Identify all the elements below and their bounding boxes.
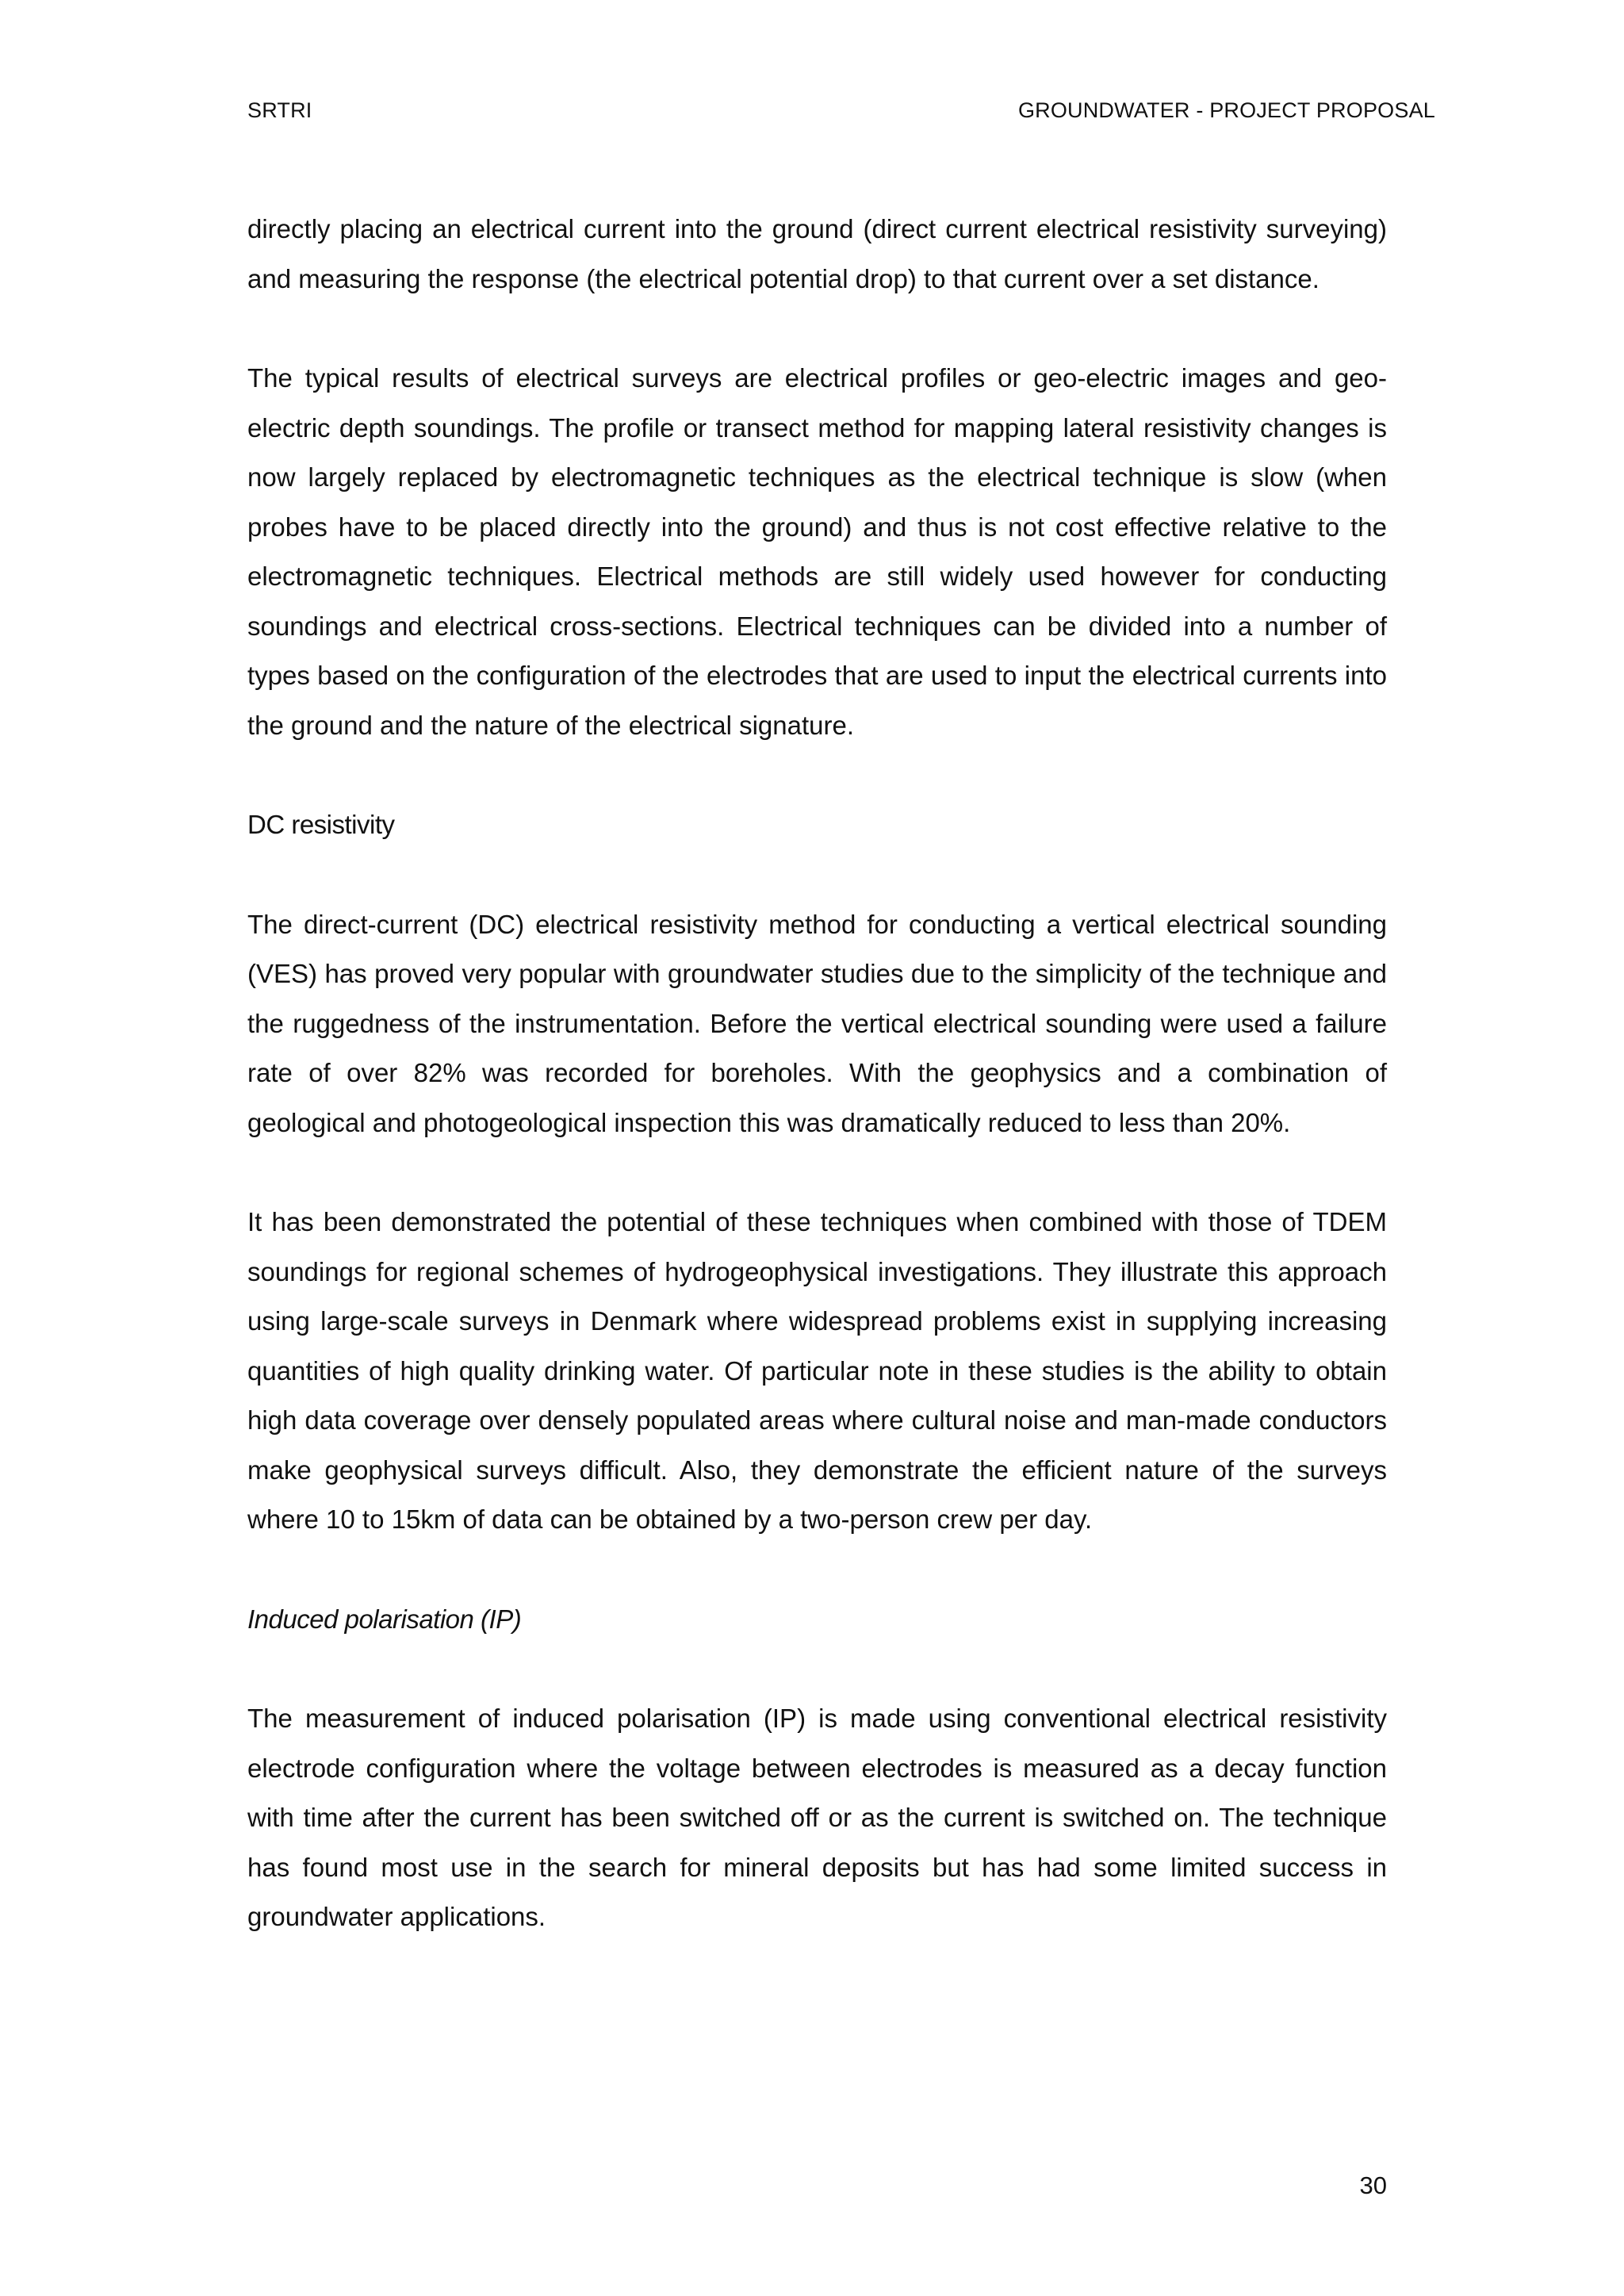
page-number: 30	[1359, 2171, 1387, 2199]
paragraph-tdem-soundings: It has been demonstrated the potential of these techniques when combined with those of TDEM soundings for regional schemes of hydrogeophysical investigations. They illustrate this approach using large-scale surveys in Denmark where widespread problems exist in supplying increasing quantities of high quality drinking water. Of particular note in these studies is the ability to obtain high data coverage over densely populated areas where cultural noise and man-made conductors make geophysical surveys difficult. Also, they demonstrate the efficient nature of the surveys where 10 to 15km of data can be obtained by a two-person crew per day.	[247, 1207, 1387, 1534]
body-content	[247, 205, 1387, 1992]
running-header-left: SRTRI	[247, 98, 312, 122]
paragraph-induced-polarisation: The measurement of induced polarisation (IP) is made using conventional electrical resistivity electrode configuration where the voltage between electrodes is measured as a decay function with time after the current has been switched off or as the current is switched on. The technique has found most use in the search for mineral deposits but has had some limited success in groundwater applications.	[247, 1704, 1387, 1931]
paragraph-dc-resistivity: The direct-current (DC) electrical resistivity method for conducting a vertical electrical sounding (VES) has proved very popular with groundwater studies due to the simplicity of the technique and the ruggedness of the instrumentation. Before the vertical electrical sounding were used a failure rate of over 82% was recorded for boreholes. With the geophysics and a combination of geological and photogeological inspection this was dramatically reduced to less than 20%.	[247, 909, 1387, 1137]
section-heading-dc-resistivity: DC resistivity	[247, 810, 395, 839]
paragraph-electrical-surveys: The typical results of electrical surveys are electrical profiles or geo-electric images and geo-electric depth soundings. The profile or transect method for mapping lateral resistivity changes is now largely replaced by electromagnetic techniques as the electrical technique is slow (when probes have to be placed directly into the ground) and thus is not cost effective relative to the electromagnetic techniques. Electrical methods are still widely used however for conducting soundings and electrical cross-sections. Electrical techniques can be divided into a number of types based on the configuration of the electrodes that are used to input the electrical currents into the ground and the nature of the electrical signature.	[247, 363, 1387, 740]
paragraph-continuation: directly placing an electrical current into the ground (direct current electrical resistivity surveying) and measuring the response (the electrical potential drop) to that current over a set distance.	[247, 214, 1387, 293]
section-heading-induced-polarisation: Induced polarisation (IP)	[247, 1604, 522, 1634]
running-header-right: GROUNDWATER - PROJECT PROPOSAL	[1017, 98, 1435, 122]
